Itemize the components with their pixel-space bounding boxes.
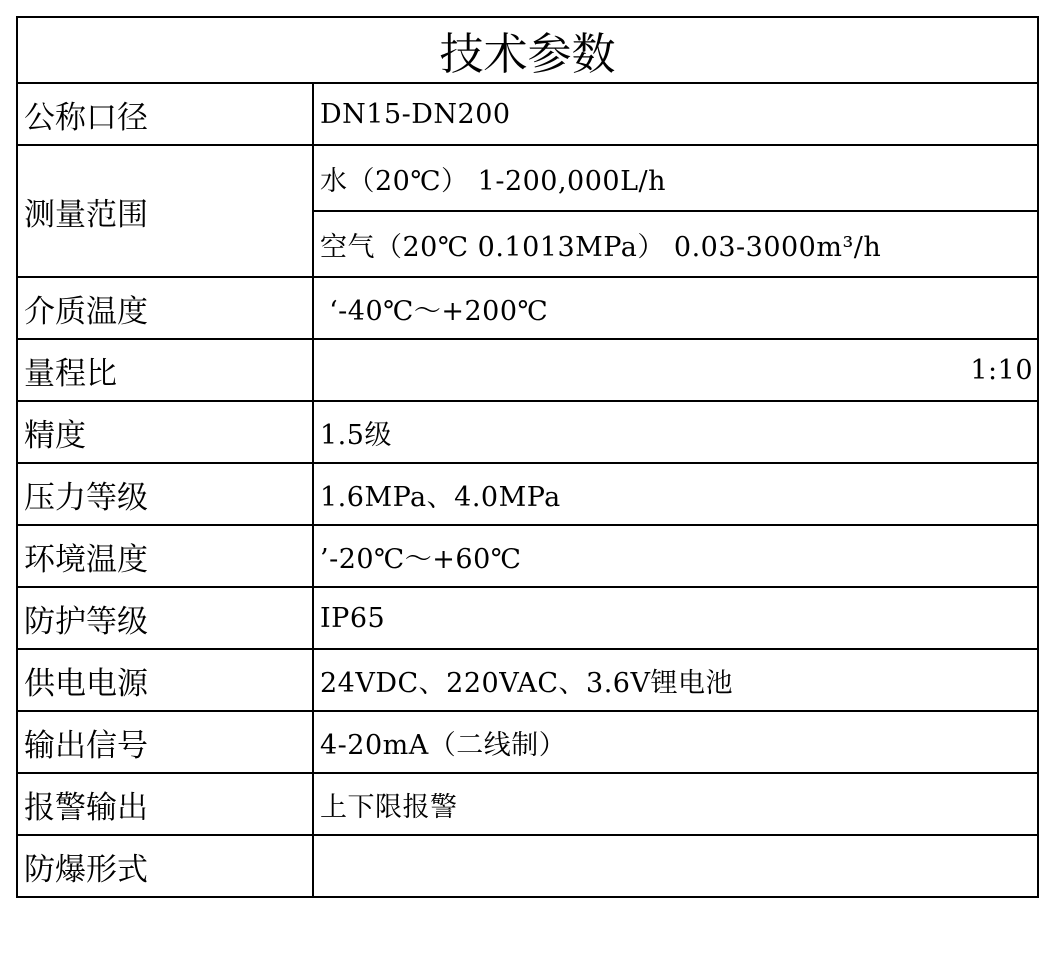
table-row [17, 525, 1038, 587]
row-value-protection-class: IP65 [313, 587, 1038, 649]
table-row [17, 401, 1038, 463]
table-row [17, 835, 1038, 897]
table-row [17, 277, 1038, 339]
row-label-measuring-range: 测量范围 [17, 145, 313, 277]
row-value-accuracy: 1.5级 [313, 401, 1038, 463]
row-value-output-signal: 4-20mA（二线制） [313, 711, 1038, 773]
table-row [17, 711, 1038, 773]
table-row [17, 463, 1038, 525]
table-title: 技术参数 [17, 17, 1038, 83]
row-label-pressure-rating: 压力等级 [17, 463, 313, 525]
row-value-pressure-rating: 1.6MPa、4.0MPa [313, 463, 1038, 525]
table-row [17, 339, 1038, 401]
row-value-nominal-diameter: DN15-DN200 [313, 83, 1038, 145]
row-value-alarm-output: 上下限报警 [313, 773, 1038, 835]
row-value-turndown-ratio: 1:10 [313, 339, 1038, 401]
row-label-protection-class: 防护等级 [17, 587, 313, 649]
row-value-power-supply: 24VDC、220VAC、3.6V锂电池 [313, 649, 1038, 711]
row-label-output-signal: 输出信号 [17, 711, 313, 773]
row-label-medium-temperature: 介质温度 [17, 277, 313, 339]
table-row [17, 83, 1038, 145]
row-label-alarm-output: 报警输出 [17, 773, 313, 835]
tech-spec-table [16, 16, 1039, 898]
table-row [17, 649, 1038, 711]
title-row [17, 17, 1038, 83]
table-row [17, 587, 1038, 649]
row-label-ambient-temperature: 环境温度 [17, 525, 313, 587]
row-label-turndown-ratio: 量程比 [17, 339, 313, 401]
row-label-explosion-proof: 防爆形式 [17, 835, 313, 897]
table-row [17, 773, 1038, 835]
row-value-ambient-temperature: ’-20℃～+60℃ [313, 525, 1038, 587]
row-label-power-supply: 供电电源 [17, 649, 313, 711]
row-label-nominal-diameter: 公称口径 [17, 83, 313, 145]
row-value-medium-temperature: ‘-40℃～+200℃ [313, 277, 1038, 339]
row-label-accuracy: 精度 [17, 401, 313, 463]
table-row [17, 145, 1038, 211]
row-value-measuring-range-air: 空气（20℃ 0.1013MPa） 0.03-3000m³/h [313, 211, 1038, 277]
row-value-explosion-proof [313, 835, 1038, 897]
row-value-measuring-range-water: 水（20℃） 1-200,000L/h [313, 145, 1038, 211]
